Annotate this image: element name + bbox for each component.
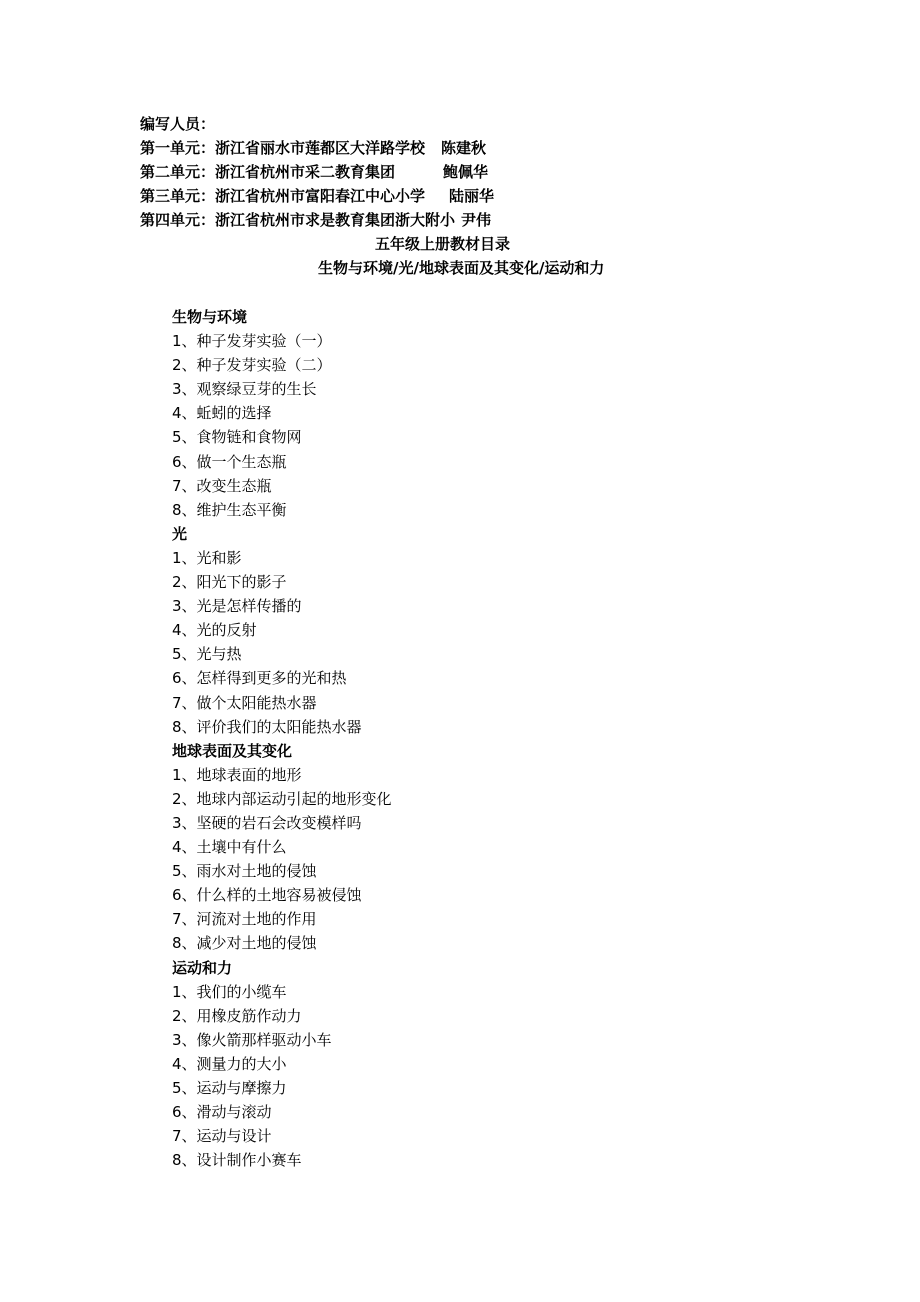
- unit-label: 第四单元：: [140, 211, 216, 229]
- lesson-item: 1、我们的小缆车: [172, 982, 287, 1001]
- unit-author: 鲍佩华: [443, 163, 489, 181]
- section-heading: 生物与环境: [172, 308, 248, 326]
- unit-school: 浙江省杭州市采二教育集团: [215, 163, 396, 181]
- author-unit-row: [140, 208, 494, 232]
- unit-author: 陆丽华: [449, 187, 495, 205]
- lesson-item: 5、运动与摩擦力: [172, 1079, 287, 1097]
- lesson-item: 5、食物链和食物网: [172, 428, 302, 447]
- lesson-item: 8、评价我们的太阳能热水器: [172, 717, 362, 736]
- lesson-item: 2、阳光下的影子: [172, 573, 287, 592]
- lesson-item: 6、滑动与滚动: [172, 1103, 272, 1122]
- lesson-item: 6、怎样得到更多的光和热: [172, 669, 347, 688]
- unit-label: 第一单元：: [140, 139, 216, 157]
- lesson-item: 7、运动与设计: [172, 1127, 272, 1146]
- lesson-item: 7、做个太阳能热水器: [172, 693, 317, 712]
- lesson-item: 7、河流对土地的作用: [172, 910, 317, 929]
- lesson-item: 8、维护生态平衡: [172, 500, 287, 519]
- unit-label: 第三单元：: [140, 187, 216, 205]
- lesson-item: 7、改变生态瓶: [172, 476, 272, 495]
- lesson-item: 5、雨水对土地的侵蚀: [172, 862, 317, 881]
- lesson-item: 4、土壤中有什么: [172, 838, 287, 857]
- unit-author: 尹伟: [461, 211, 492, 229]
- authors-heading: 编写人员：: [140, 115, 216, 133]
- lesson-item: 3、观察绿豆芽的生长: [172, 380, 317, 399]
- unit-school: 浙江省杭州市求是教育集团浙大附小: [215, 211, 456, 229]
- author-unit-row: [140, 136, 494, 160]
- lesson-item: 1、种子发芽实验（一）: [172, 332, 332, 351]
- lesson-item: 8、设计制作小赛车: [172, 1151, 302, 1170]
- lesson-item: 4、光的反射: [172, 621, 257, 640]
- lesson-item: 3、光是怎样传播的: [172, 597, 302, 616]
- lesson-item: 3、像火箭那样驱动小车: [172, 1030, 332, 1049]
- lesson-item: 4、蚯蚓的选择: [172, 404, 272, 423]
- unit-author: 陈建秋: [441, 139, 487, 157]
- unit-label: 第二单元：: [140, 163, 216, 181]
- lesson-item: 8、减少对土地的侵蚀: [172, 934, 317, 953]
- document-subtitle: 生物与环境/光/地球表面及其变化/运动和力: [318, 259, 605, 277]
- lesson-item: 1、光和影: [172, 548, 242, 567]
- lesson-item: 1、地球表面的地形: [172, 765, 302, 784]
- unit-school: 浙江省丽水市莲都区大洋路学校: [215, 139, 426, 157]
- lesson-item: 3、坚硬的岩石会改变模样吗: [172, 813, 362, 832]
- lesson-item: 2、种子发芽实验（二）: [172, 356, 332, 375]
- lesson-item: 6、做一个生态瓶: [172, 452, 287, 471]
- author-unit-row: [140, 160, 494, 184]
- lesson-item: 5、光与热: [172, 645, 242, 664]
- unit-school: 浙江省杭州市富阳春江中心小学: [215, 187, 426, 205]
- authors-block: [140, 112, 494, 232]
- section-heading: 光: [172, 524, 188, 543]
- lesson-item: 4、测量力的大小: [172, 1054, 287, 1073]
- section-heading: 地球表面及其变化: [172, 741, 293, 760]
- author-unit-row: [140, 184, 494, 208]
- document-title: 五年级上册教材目录: [375, 235, 511, 253]
- section-heading: 运动和力: [172, 958, 233, 977]
- lesson-item: 2、用橡皮筋作动力: [172, 1006, 302, 1025]
- lesson-item: 6、什么样的土地容易被侵蚀: [172, 886, 362, 905]
- table-of-contents: [172, 305, 392, 1172]
- lesson-item: 2、地球内部运动引起的地形变化: [172, 789, 392, 808]
